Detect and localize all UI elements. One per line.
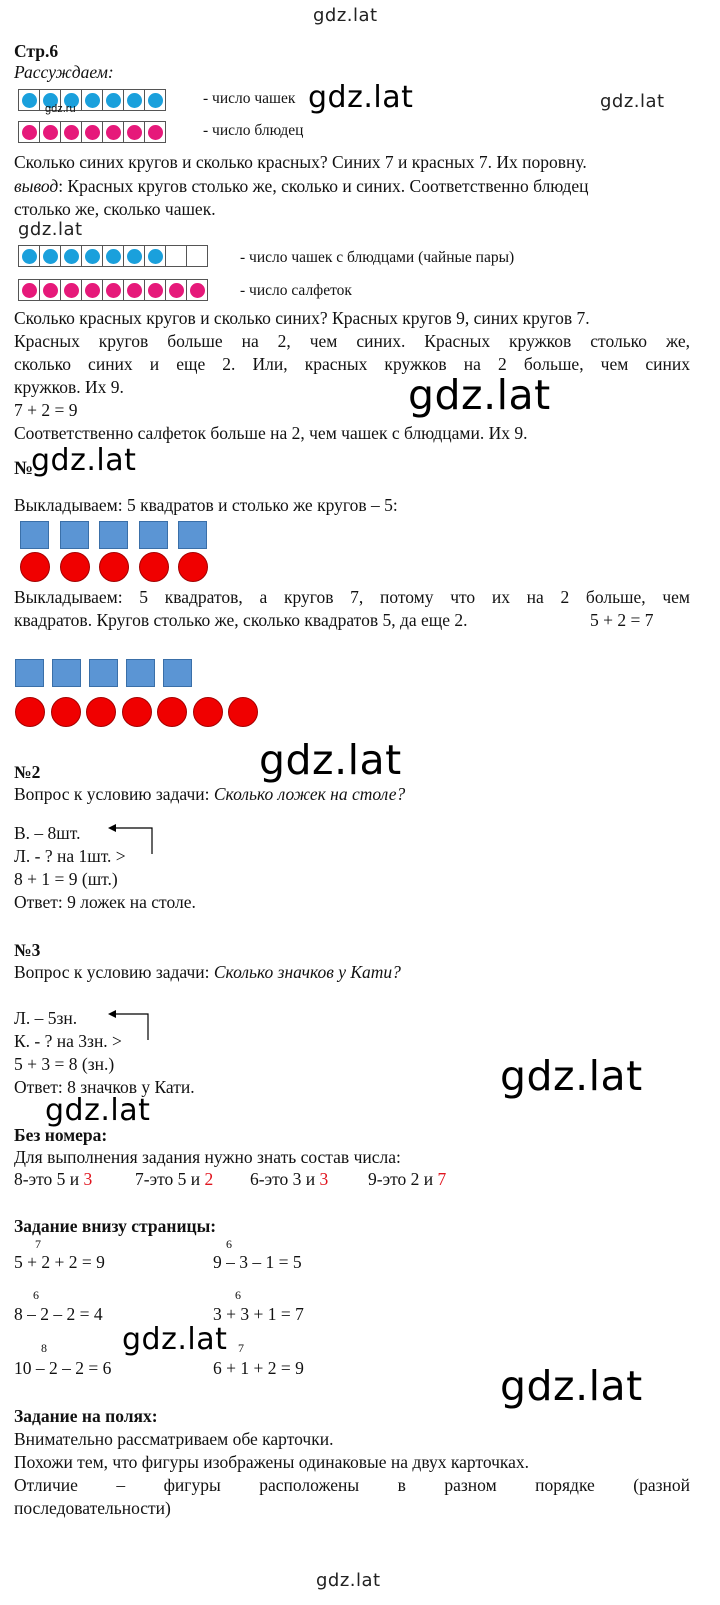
task3-question: Вопрос к условию задачи: Сколько значков у Кати?	[14, 962, 401, 982]
red-circle	[99, 552, 129, 582]
p2-line2: Красных кругов больше на 2, чем синих. Красных кружков столько же,	[14, 331, 690, 351]
task2-question: Вопрос к условию задачи: Сколько ложек на столе?	[14, 784, 406, 804]
pink-circle	[106, 125, 121, 140]
strip-cell	[82, 90, 103, 110]
conclusion-label: вывод	[14, 176, 59, 196]
red-circle	[193, 697, 223, 727]
red-circle	[157, 697, 187, 727]
pink-circle	[148, 283, 163, 298]
p2-line4: кружков. Их 9.	[14, 377, 124, 397]
strip-cell	[166, 246, 187, 266]
page-title: Стр.6	[14, 41, 59, 61]
strip-cell	[40, 280, 61, 300]
blue-square	[52, 659, 81, 687]
hint-sup: 6	[235, 1288, 241, 1302]
nonum-line1: Для выполнения задания нужно знать состав числа:	[14, 1147, 401, 1167]
p1-line3: столько же, сколько чашек.	[14, 199, 216, 219]
strip-cell	[145, 90, 165, 110]
strip-cell	[103, 90, 124, 110]
pink-circle	[22, 283, 37, 298]
cups-label: - число чашек	[203, 90, 296, 107]
pink-circle	[127, 125, 142, 140]
strip-cell	[124, 280, 145, 300]
strip-cell	[19, 122, 40, 142]
watermark-5: gdz.lat	[31, 443, 137, 478]
watermark-4: gdz.lat	[408, 371, 551, 419]
p2-line3: сколько синих и еще 2. Или, красных кружков на 2 больше, чем синих	[14, 354, 690, 374]
red-circle	[122, 697, 152, 727]
p2-line6: Соответственно салфеток больше на 2, чем чашек с блюдцами. Их 9.	[14, 423, 528, 443]
task3-line2: К. - ? на 3зн. >	[14, 1031, 122, 1051]
red-circle	[139, 552, 169, 582]
strip-cell	[40, 122, 61, 142]
task2-bracket-arrow	[100, 822, 160, 862]
composition-7: 7-это 5 и 2	[135, 1169, 214, 1189]
hint-sup: 6	[33, 1288, 39, 1302]
task1-line2: Выкладываем: 5 квадратов, а кругов 7, потому что их на 2 больше, чем	[14, 587, 690, 607]
task3-line4: Ответ: 8 значков у Кати.	[14, 1077, 195, 1097]
pink-circle	[22, 125, 37, 140]
strip-cell	[103, 246, 124, 266]
pink-circle	[148, 125, 163, 140]
watermark-2: gdz.lat	[600, 91, 665, 112]
pink-circle	[190, 283, 205, 298]
strip-cell	[145, 122, 165, 142]
task1-line1: Выкладываем: 5 квадратов и столько же кругов – 5:	[14, 495, 398, 515]
task3-number: №3	[14, 940, 41, 960]
task3-line1: Л. – 5зн.	[14, 1008, 78, 1028]
hint-sup: 6	[226, 1237, 232, 1251]
hint-sup: 7	[35, 1237, 41, 1251]
watermark-1: gdz.lat	[308, 80, 414, 115]
pairs-strip	[18, 245, 208, 267]
blue-square	[139, 521, 168, 549]
task2-line2: Л. - ? на 1шт. >	[14, 846, 126, 866]
strip-cell	[103, 122, 124, 142]
pink-circle	[169, 283, 184, 298]
strip-cell	[187, 280, 207, 300]
hint-sup: 8	[41, 1341, 47, 1355]
bottom-eq: 8 – 2 – 2 = 4	[14, 1304, 103, 1324]
task2-line4: Ответ: 9 ложек на столе.	[14, 892, 196, 912]
p1-line2: вывод: Красных кругов столько же, сколько и синих. Соответственно блюдец	[14, 176, 589, 196]
blue-circle	[148, 93, 163, 108]
saucers-label: - число блюдец	[203, 122, 304, 139]
bottom-eq: 3 + 3 + 1 = 7	[213, 1304, 304, 1324]
strip-cell	[82, 246, 103, 266]
bottom-eq: 5 + 2 + 2 = 9	[14, 1252, 105, 1272]
napkins-label: - число салфеток	[240, 282, 352, 299]
strip-cell	[103, 280, 124, 300]
blue-square	[163, 659, 192, 687]
strip-cell	[145, 246, 166, 266]
blue-circle	[43, 249, 58, 264]
watermark-gdz-ru: gdz.ru	[45, 103, 76, 115]
blue-circle	[127, 249, 142, 264]
composition-8: 8-это 5 и 3	[14, 1169, 93, 1189]
red-circle	[15, 697, 45, 727]
strip-cell	[124, 90, 145, 110]
watermark-top: gdz.lat	[313, 5, 378, 26]
task1-line3: квадратов. Кругов столько же, сколько квадратов 5, да еще 2. 5 + 2 = 7	[14, 610, 654, 630]
task1-number: №	[14, 458, 34, 479]
strip-cell	[61, 122, 82, 142]
red-circle	[60, 552, 90, 582]
strip-cell	[124, 246, 145, 266]
margin-line4: последовательности)	[14, 1498, 171, 1518]
blue-circle	[85, 93, 100, 108]
blue-circle	[127, 93, 142, 108]
p1-line1: Сколько синих кругов и сколько красных? Синих 7 и красных 7. Их поровну.	[14, 152, 587, 172]
strip-cell	[19, 280, 40, 300]
task2-line1: В. – 8шт.	[14, 823, 81, 843]
pink-circle	[64, 283, 79, 298]
pink-circle	[85, 125, 100, 140]
strip-cell	[145, 280, 166, 300]
blue-square	[178, 521, 207, 549]
pairs-label: - число чашек с блюдцами (чайные пары)	[240, 249, 515, 266]
red-circle	[20, 552, 50, 582]
pink-circle	[43, 125, 58, 140]
strip-cell	[82, 122, 103, 142]
blue-circle	[106, 249, 121, 264]
task3-bracket-arrow	[100, 1007, 160, 1047]
blue-square	[99, 521, 128, 549]
bottom-eq: 6 + 1 + 2 = 9	[213, 1358, 304, 1378]
red-circle	[228, 697, 258, 727]
task3-line3: 5 + 3 = 8 (зн.)	[14, 1054, 115, 1074]
composition-9: 9-это 2 и 7	[368, 1169, 447, 1189]
strip-cell	[19, 90, 40, 110]
watermark-8: gdz.lat	[45, 1093, 151, 1128]
p2-line1: Сколько красных кругов и сколько синих? Красных кругов 9, синих кругов 7.	[14, 308, 590, 328]
blue-square	[20, 521, 49, 549]
strip-cell	[40, 246, 61, 266]
blue-circle	[22, 249, 37, 264]
blue-square	[89, 659, 118, 687]
margin-line3: Отличие – фигуры расположены в разном порядке (разной	[14, 1475, 690, 1495]
red-circle	[86, 697, 116, 727]
task2-number: №2	[14, 762, 41, 782]
strip-cell	[166, 280, 187, 300]
blue-circle	[106, 93, 121, 108]
pink-circle	[106, 283, 121, 298]
cups-strip	[18, 89, 166, 111]
saucers-strip	[18, 121, 166, 143]
blue-circle	[22, 93, 37, 108]
blue-square	[15, 659, 44, 687]
strip-cell	[61, 280, 82, 300]
pink-circle	[85, 283, 100, 298]
composition-6: 6-это 3 и 3	[250, 1169, 329, 1189]
pink-circle	[43, 283, 58, 298]
pink-circle	[64, 125, 79, 140]
strip-cell	[124, 122, 145, 142]
bottom-eq: 10 – 2 – 2 = 6	[14, 1358, 112, 1378]
blue-circle	[148, 249, 163, 264]
napkins-strip	[18, 279, 208, 301]
strip-cell	[19, 246, 40, 266]
red-circle	[178, 552, 208, 582]
strip-cell	[82, 280, 103, 300]
p2-line5: 7 + 2 = 9	[14, 400, 78, 420]
watermark-6: gdz.lat	[259, 736, 402, 784]
watermark-7: gdz.lat	[500, 1052, 643, 1100]
hint-sup: 7	[238, 1341, 244, 1355]
strip-cell	[61, 246, 82, 266]
strip-cell	[187, 246, 207, 266]
bottom-title: Задание внизу страницы:	[14, 1216, 217, 1236]
task2-line3: 8 + 1 = 9 (шт.)	[14, 869, 118, 889]
page-subtitle: Рассуждаем:	[14, 62, 114, 82]
margin-line2: Похожи тем, что фигуры изображены одинаковые на двух карточках.	[14, 1452, 530, 1472]
watermark-9: gdz.lat	[122, 1322, 228, 1357]
blue-square	[126, 659, 155, 687]
bottom-eq: 9 – 3 – 1 = 5	[213, 1252, 302, 1272]
nonum-title: Без номера:	[14, 1125, 108, 1145]
red-circle	[51, 697, 81, 727]
margin-title: Задание на полях:	[14, 1406, 158, 1426]
watermark-3: gdz.lat	[18, 219, 83, 240]
watermark-bottom: gdz.lat	[316, 1570, 381, 1591]
pink-circle	[127, 283, 142, 298]
task1-equation: 5 + 2 = 7	[590, 610, 654, 630]
blue-circle	[85, 249, 100, 264]
blue-circle	[64, 249, 79, 264]
blue-square	[60, 521, 89, 549]
margin-line1: Внимательно рассматриваем обе карточки.	[14, 1429, 334, 1449]
watermark-10: gdz.lat	[500, 1362, 643, 1410]
